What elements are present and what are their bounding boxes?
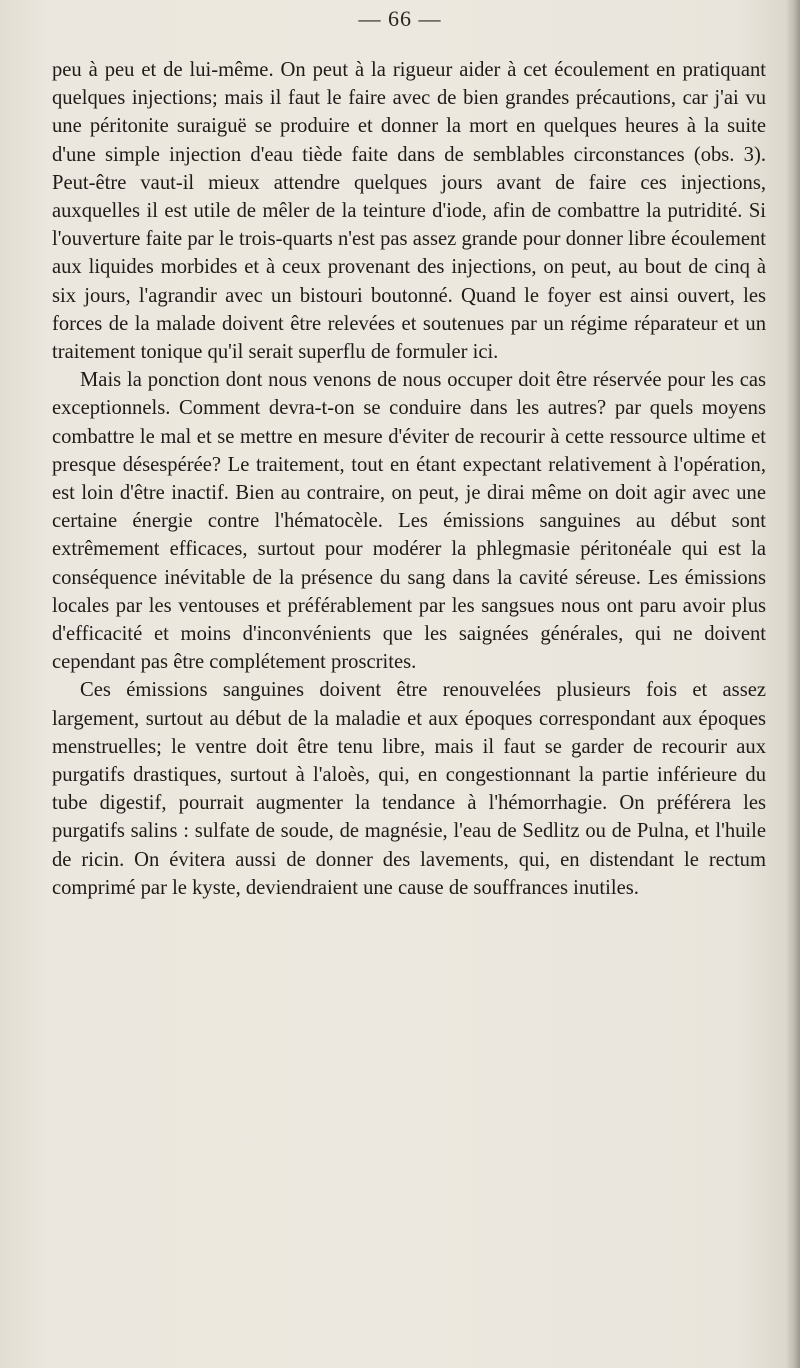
paragraph-emissions: Ces émissions sanguines doivent être renouvelées plusieurs fois et assez largement, surtout au début de la maladie et aux époques correspondant aux époques menstruelles; le ventre doit être tenu libre, mais il faut se garder de recourir aux purgatifs drastiques, surtout à l'aloès, qui, en congestionnant la partie inférieure du tube digestif, pourrait augmenter la tendance à l'hémorrhagie. On préférera les purgatifs salins : sulfate de soude, de magnésie, l'eau de Sedlitz ou de Pulna, et l'huile de ricin. On évitera aussi de donner des lavements, qui, en distendant le rectum comprimé par le kyste, deviendraient une cause de souffrances inutiles. [52,679,766,899]
body-text [52,56,766,902]
page-edge-shadow [786,0,800,1368]
paragraph-ponction: Mais la ponction dont nous venons de nous occuper doit être réservée pour les cas exceptionnels. Comment devra-t-on se conduire dans les autres? par quels moyens combattre le mal et se mettre en mesure d'éviter de recourir à cette ressource ultime et presque désespérée? Le traitement, tout en étant expectant relativement à l'opération, est loin d'être inactif. Bien au contraire, on peut, je dirai même on doit agir avec une certaine énergie contre l'hématocèle. Les émissions sanguines au début sont extrêmement efficaces, surtout pour modérer la phlegmasie péritonéale qui est la conséquence inévitable de la présence du sang dans la cavité séreuse. Les émissions locales par les ventouses et préférablement par les sangsues nous ont paru avoir plus d'efficacité et moins d'inconvénients que les saignées générales, qui ne doivent cependant pas être complétement proscrites. [52,369,766,674]
paragraph-continuation: peu à peu et de lui-même. On peut à la rigueur aider à cet écoulement en pratiquant quelques injections; mais il faut le faire avec de bien grandes précautions, car j'ai vu une péritonite suraiguë se produire et donner la mort en quelques heures à la suite d'une simple injection d'eau tiède faite dans de semblables circonstances (obs. 3). Peut-être vaut-il mieux attendre quelques jours avant de faire ces injections, auxquelles il est utile de mêler de la teinture d'iode, afin de combattre la putridité. Si l'ouverture faite par le trois-quarts n'est pas assez grande pour donner libre écoulement aux liquides morbides et à ceux provenant des injections, on peut, au bout de cinq à six jours, l'agrandir avec un bistouri boutonné. Quand le foyer est ainsi ouvert, les forces de la malade doivent être relevées et soutenues par un régime réparateur et un traitement tonique qu'il serait superflu de formuler ici. [52,59,766,364]
page-number: — 66 — [358,6,442,31]
